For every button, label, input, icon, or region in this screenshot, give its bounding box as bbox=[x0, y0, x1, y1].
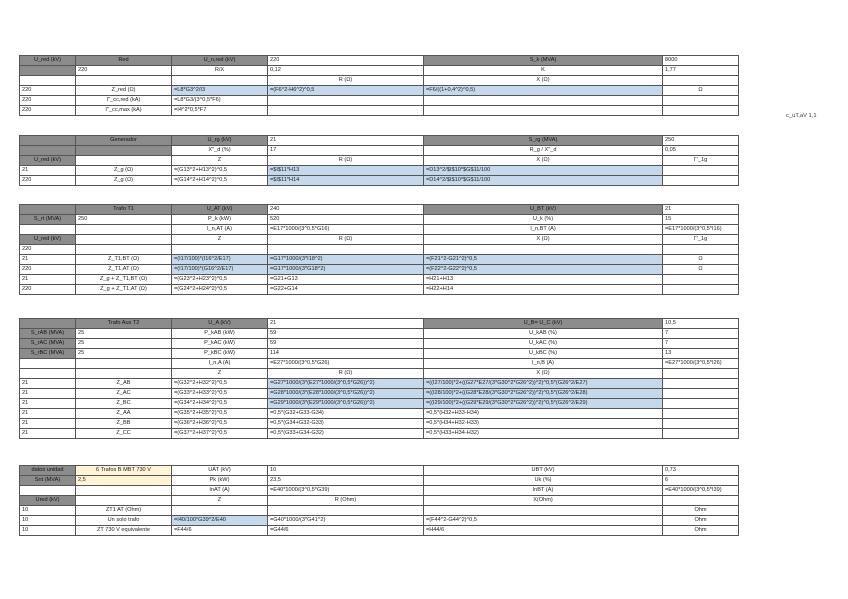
cell[interactable]: =G17*1000/(3*I18^2) bbox=[268, 255, 424, 265]
cell[interactable]: =(G24^2+H24^2)^0,5 bbox=[172, 285, 268, 295]
cell[interactable]: U_red (kV) bbox=[20, 56, 76, 66]
cell[interactable]: =(G13^2+H13^2)^0,5 bbox=[172, 166, 268, 176]
cell[interactable]: Z_CC bbox=[76, 429, 172, 439]
table-row bbox=[20, 349, 739, 359]
table-row bbox=[20, 205, 739, 215]
cell[interactable]: I_n,A (A) bbox=[172, 359, 268, 369]
cell[interactable] bbox=[663, 106, 739, 116]
cell[interactable]: 220 bbox=[20, 265, 76, 275]
cell[interactable]: Snt (MVA) bbox=[20, 476, 76, 486]
cell[interactable]: X"_d (%) bbox=[172, 146, 268, 156]
cell[interactable]: 10 bbox=[268, 466, 424, 476]
table-row bbox=[20, 156, 739, 166]
cell[interactable]: P_kAB (kW) bbox=[172, 329, 268, 339]
cell[interactable]: Ohm bbox=[663, 516, 739, 526]
cell[interactable]: UAT (kV) bbox=[172, 466, 268, 476]
cell[interactable]: 25 bbox=[76, 339, 172, 349]
cell[interactable]: I_n,AT (A) bbox=[172, 225, 268, 235]
cell[interactable]: Generador bbox=[76, 136, 172, 146]
cell[interactable]: 15 bbox=[663, 215, 739, 225]
cell[interactable]: =G27*1000/(3*(E27*1000/(3^0,5*G26))^2) bbox=[268, 379, 424, 389]
cell[interactable]: 10 bbox=[20, 516, 76, 526]
cell[interactable]: 250 bbox=[663, 136, 739, 146]
cell[interactable]: 21 bbox=[20, 379, 76, 389]
cell[interactable]: U_rg (kV) bbox=[172, 136, 268, 146]
cell[interactable]: =(F22^2-G22^2)^0,5 bbox=[424, 265, 663, 275]
cell[interactable]: =(G35^2+H35^2)^0,5 bbox=[172, 409, 268, 419]
section-trafos-mbt bbox=[19, 465, 739, 536]
cell[interactable]: =(I17/100)*(G16^2/E17) bbox=[172, 265, 268, 275]
cell[interactable] bbox=[663, 96, 739, 106]
table-row bbox=[20, 429, 739, 439]
cell[interactable]: S_rt (MVA) bbox=[20, 215, 76, 225]
cell[interactable] bbox=[76, 235, 172, 245]
cell[interactable]: R (Ω) bbox=[268, 156, 424, 166]
table-row bbox=[20, 466, 739, 476]
cell[interactable]: 0,12 bbox=[268, 66, 424, 76]
cell[interactable]: 220 bbox=[20, 106, 76, 116]
cell[interactable]: 21 bbox=[20, 419, 76, 429]
cell[interactable]: U_B= U_C (kV) bbox=[424, 319, 663, 329]
cell[interactable] bbox=[663, 176, 739, 186]
cell[interactable]: 6 bbox=[663, 476, 739, 486]
cell[interactable] bbox=[76, 496, 172, 506]
cell[interactable]: U_kBC (%) bbox=[424, 349, 663, 359]
cell[interactable]: U_n,red (kV) bbox=[172, 56, 268, 66]
section-red bbox=[19, 55, 739, 116]
cell[interactable]: =(G36^2+H36^2)^0,5 bbox=[172, 419, 268, 429]
cell[interactable]: Ohm bbox=[663, 506, 739, 516]
cell[interactable]: Z bbox=[172, 496, 268, 506]
cell[interactable]: =F44/6 bbox=[172, 526, 268, 536]
cell[interactable]: X(Ohm) bbox=[424, 496, 663, 506]
cell[interactable]: =$I$11*H13 bbox=[268, 166, 424, 176]
cell[interactable]: R (Ohm) bbox=[268, 496, 424, 506]
cell[interactable]: Ω bbox=[663, 255, 739, 265]
cell[interactable]: =0,5*(H33+H34-H32) bbox=[424, 429, 663, 439]
cell[interactable]: 13 bbox=[663, 349, 739, 359]
cell[interactable]: =G44/6 bbox=[268, 526, 424, 536]
cell[interactable] bbox=[663, 419, 739, 429]
cell[interactable]: Z_BC bbox=[76, 399, 172, 409]
cell[interactable]: UBT (kV) bbox=[424, 466, 663, 476]
cell[interactable]: 21 bbox=[20, 429, 76, 439]
cell[interactable]: R (Ω) bbox=[268, 235, 424, 245]
cell[interactable]: =I4^2*0,5*F7 bbox=[172, 106, 268, 116]
cell[interactable]: R/X bbox=[172, 66, 268, 76]
cell[interactable] bbox=[663, 409, 739, 419]
table-row bbox=[20, 265, 739, 275]
cell[interactable]: 240 bbox=[268, 205, 424, 215]
cell[interactable]: Trafo T1 bbox=[76, 205, 172, 215]
cell[interactable]: InBT (A) bbox=[424, 486, 663, 496]
cell[interactable] bbox=[76, 156, 172, 166]
table-row bbox=[20, 319, 739, 329]
cell[interactable]: Z bbox=[172, 235, 268, 245]
table-row bbox=[20, 339, 739, 349]
cell[interactable] bbox=[424, 506, 663, 516]
cell[interactable]: =L8*G3^2/I3 bbox=[172, 86, 268, 96]
cell[interactable]: InAT (A) bbox=[172, 486, 268, 496]
table-row bbox=[20, 245, 739, 255]
cell[interactable] bbox=[268, 506, 424, 516]
cell[interactable]: 23,5 bbox=[268, 476, 424, 486]
cell[interactable]: Ω bbox=[663, 265, 739, 275]
cell[interactable] bbox=[76, 225, 172, 235]
cell[interactable] bbox=[663, 496, 739, 506]
cell[interactable]: =0,5*(G32+G33-G34) bbox=[268, 409, 424, 419]
cell[interactable]: S_k (MVA) bbox=[424, 56, 663, 66]
table-row bbox=[20, 225, 739, 235]
cell[interactable]: U_kAC (%) bbox=[424, 339, 663, 349]
cell[interactable]: Ω bbox=[663, 86, 739, 96]
cell[interactable]: =(G32^2+H32^2)^0,5 bbox=[172, 379, 268, 389]
cell[interactable]: 10 bbox=[20, 506, 76, 516]
cell[interactable] bbox=[663, 389, 739, 399]
cell[interactable]: Z_BB bbox=[76, 419, 172, 429]
cell[interactable]: R_g / X"_d bbox=[424, 146, 663, 156]
table-row bbox=[20, 329, 739, 339]
table-row bbox=[20, 86, 739, 96]
cell[interactable]: Un solo trafo bbox=[76, 516, 172, 526]
cell[interactable]: 25 bbox=[76, 329, 172, 339]
table-row bbox=[20, 96, 739, 106]
cell[interactable]: Z_g + Z_T1,BT (Ω) bbox=[76, 275, 172, 285]
cell[interactable]: Γ'_1g bbox=[663, 235, 739, 245]
table-row bbox=[20, 176, 739, 186]
cell[interactable]: Ured (kV) bbox=[20, 496, 76, 506]
table-row bbox=[20, 136, 739, 146]
cell[interactable]: Z_T1,AT (Ω) bbox=[76, 265, 172, 275]
cell[interactable]: U_A (kV) bbox=[172, 319, 268, 329]
cell[interactable]: 59 bbox=[268, 339, 424, 349]
cell[interactable]: Uk (%) bbox=[424, 476, 663, 486]
cell[interactable]: =E27*1000/(3^0,5*I26) bbox=[663, 359, 739, 369]
cell[interactable]: =G22+G14 bbox=[268, 285, 424, 295]
table-row bbox=[20, 399, 739, 409]
table-row bbox=[20, 106, 739, 116]
cell[interactable]: 7 bbox=[663, 329, 739, 339]
cell[interactable]: U_red (kV) bbox=[20, 156, 76, 166]
cell[interactable]: 220 bbox=[20, 96, 76, 106]
cell[interactable] bbox=[20, 66, 76, 76]
cell[interactable]: =I40/100*G39^2/E40 bbox=[172, 516, 268, 526]
cell[interactable]: Z_g + Z_T1,AT (Ω) bbox=[76, 285, 172, 295]
table-row bbox=[20, 526, 739, 536]
cell[interactable]: =L8*G3/(3^0,5*F6) bbox=[172, 96, 268, 106]
cell[interactable]: 21 bbox=[20, 166, 76, 176]
cell[interactable]: 21 bbox=[663, 205, 739, 215]
cell[interactable]: X (Ω) bbox=[424, 76, 663, 86]
cell[interactable]: 21 bbox=[268, 319, 424, 329]
cell[interactable]: S_rAB (MVA) bbox=[20, 329, 76, 339]
cell[interactable] bbox=[76, 245, 172, 255]
cell[interactable]: =H44/6 bbox=[424, 526, 663, 536]
cell[interactable]: =0,5*(G33+G34-G32) bbox=[268, 429, 424, 439]
cell[interactable]: =((I27/100)*2+((G27*E27/(3*G30^2*G26^2))^2)^0,5*(G26^2/E27) bbox=[424, 379, 663, 389]
table-row bbox=[20, 235, 739, 245]
section-generador bbox=[19, 135, 739, 186]
cell[interactable]: I_n,BT (A) bbox=[424, 225, 663, 235]
table-row bbox=[20, 275, 739, 285]
cell[interactable]: Z_g (Ω) bbox=[76, 166, 172, 176]
cell[interactable]: 8000 bbox=[663, 56, 739, 66]
cell[interactable]: 25 bbox=[76, 349, 172, 359]
cell[interactable]: S_rBC (MVA) bbox=[20, 349, 76, 359]
cell[interactable]: S_rg (MVA) bbox=[424, 136, 663, 146]
cell[interactable]: =(F21^2-G21^2)^0,5 bbox=[424, 255, 663, 265]
cell[interactable] bbox=[663, 285, 739, 295]
cell[interactable] bbox=[663, 166, 739, 176]
cell[interactable] bbox=[424, 106, 663, 116]
cell[interactable]: ZT1 AT (Ohm) bbox=[76, 506, 172, 516]
cell[interactable] bbox=[172, 506, 268, 516]
cell[interactable]: I"_cc,red (kA) bbox=[76, 96, 172, 106]
table-row bbox=[20, 506, 739, 516]
cell[interactable]: 0,73 bbox=[663, 466, 739, 476]
table-row bbox=[20, 516, 739, 526]
cell[interactable]: =H21+H13 bbox=[424, 275, 663, 285]
cell[interactable]: =F6/((1+0,4^2)^0,5) bbox=[424, 86, 663, 96]
cell[interactable]: =(G34^2+H34^2)^0,5 bbox=[172, 399, 268, 409]
cell[interactable]: =0,5*(H32+H33-H34) bbox=[424, 409, 663, 419]
cell[interactable]: Trafo Aux T2 bbox=[76, 319, 172, 329]
cell[interactable]: 21 bbox=[20, 275, 76, 285]
cell[interactable]: U_k (%) bbox=[424, 215, 663, 225]
cell[interactable]: =E27*1000/(3^0,5*G26) bbox=[268, 359, 424, 369]
cell[interactable]: 220 bbox=[20, 245, 76, 255]
cell[interactable]: 21 bbox=[20, 409, 76, 419]
cell[interactable]: =(F44^2-G44^2)^0,5 bbox=[424, 516, 663, 526]
cell[interactable] bbox=[172, 76, 268, 86]
cell[interactable]: S_rAC (MVA) bbox=[20, 339, 76, 349]
cell[interactable] bbox=[20, 225, 76, 235]
cell[interactable]: 21 bbox=[20, 255, 76, 265]
cell[interactable]: =E40*1000/(3^0,5*G39) bbox=[268, 486, 424, 496]
cell[interactable]: 220 bbox=[20, 86, 76, 96]
cell[interactable] bbox=[663, 245, 739, 255]
cell[interactable]: 1,77 bbox=[663, 66, 739, 76]
cell[interactable]: 21 bbox=[20, 389, 76, 399]
cell[interactable] bbox=[268, 245, 424, 255]
cell[interactable] bbox=[172, 245, 268, 255]
cell[interactable]: P_kBC (kW) bbox=[172, 349, 268, 359]
cell[interactable]: X (Ω) bbox=[424, 156, 663, 166]
cell[interactable] bbox=[20, 205, 76, 215]
cell[interactable] bbox=[20, 359, 76, 369]
table-row bbox=[20, 359, 739, 369]
cell[interactable]: =(I17/100)*(I16^2/E17) bbox=[172, 255, 268, 265]
cell[interactable] bbox=[424, 245, 663, 255]
cell[interactable] bbox=[424, 96, 663, 106]
cell[interactable]: 220 bbox=[20, 176, 76, 186]
side-note: c_uT,aV 1,1 bbox=[786, 113, 817, 119]
cell[interactable]: =((I29/100)*2+((G29*E29/(3*G30^2*G26^2))^2)^0,5*(G26^2/E29) bbox=[424, 399, 663, 409]
cell[interactable]: 220 bbox=[268, 56, 424, 66]
table-row bbox=[20, 496, 739, 506]
cell[interactable] bbox=[268, 96, 424, 106]
table-row bbox=[20, 389, 739, 399]
cell[interactable]: Z_AC bbox=[76, 389, 172, 399]
table-row bbox=[20, 56, 739, 66]
cell[interactable]: K bbox=[424, 66, 663, 76]
table-row bbox=[20, 285, 739, 295]
table-row bbox=[20, 409, 739, 419]
cell[interactable]: 17 bbox=[268, 146, 424, 156]
cell[interactable] bbox=[76, 359, 172, 369]
cell[interactable]: 114 bbox=[268, 349, 424, 359]
cell[interactable] bbox=[663, 399, 739, 409]
cell[interactable]: =H22+H14 bbox=[424, 285, 663, 295]
table-row bbox=[20, 66, 739, 76]
cell[interactable]: I_n,B (A) bbox=[424, 359, 663, 369]
cell[interactable]: =0,5*(H34+H32-H33) bbox=[424, 419, 663, 429]
cell[interactable]: =(G14^2+H14^2)^0,5 bbox=[172, 176, 268, 186]
cell[interactable]: Z_g (Ω) bbox=[76, 176, 172, 186]
cell[interactable]: X (Ω) bbox=[424, 369, 663, 379]
cell[interactable]: X (Ω) bbox=[424, 235, 663, 245]
cell[interactable] bbox=[76, 76, 172, 86]
cell[interactable]: 220 bbox=[20, 285, 76, 295]
cell[interactable]: U_kAB (%) bbox=[424, 329, 663, 339]
cell[interactable]: =G40*1000/(3*G41^2) bbox=[268, 516, 424, 526]
table-row bbox=[20, 379, 739, 389]
cell[interactable]: Ohm bbox=[663, 526, 739, 536]
cell[interactable]: =$I$11*H14 bbox=[268, 176, 424, 186]
cell[interactable] bbox=[663, 429, 739, 439]
cell[interactable]: =G17*1000/(3*G18^2) bbox=[268, 265, 424, 275]
cell[interactable]: Z bbox=[172, 156, 268, 166]
cell[interactable] bbox=[76, 486, 172, 496]
cell[interactable]: 2,5 bbox=[76, 476, 172, 486]
cell[interactable]: datos unidad bbox=[20, 466, 76, 476]
cell[interactable]: U_BT (kV) bbox=[424, 205, 663, 215]
cell[interactable]: ZT 730 V equivalente bbox=[76, 526, 172, 536]
cell[interactable] bbox=[663, 369, 739, 379]
cell[interactable]: Z_red (Ω) bbox=[76, 86, 172, 96]
cell[interactable] bbox=[663, 379, 739, 389]
cell[interactable]: 250 bbox=[76, 215, 172, 225]
section-trafo-t1 bbox=[19, 204, 739, 295]
cell[interactable]: =G29*1000/(3*(E29*1000/(3^0,5*G26))^2) bbox=[268, 399, 424, 409]
cell[interactable]: =D13^2/$I$10*$G$11/100 bbox=[424, 166, 663, 176]
cell[interactable]: =D14^2/$I$10*$G$11/100 bbox=[424, 176, 663, 186]
cell[interactable] bbox=[20, 486, 76, 496]
table-row bbox=[20, 419, 739, 429]
cell[interactable] bbox=[20, 146, 76, 156]
cell[interactable]: Red bbox=[76, 56, 172, 66]
table-row bbox=[20, 476, 739, 486]
section-trafo-aux-t2 bbox=[19, 318, 739, 439]
cell[interactable]: =E17*1000/(3^0,5*I16) bbox=[663, 225, 739, 235]
cell[interactable]: =E40*1000/(3^0,5*I39) bbox=[663, 486, 739, 496]
cell[interactable]: =((I28/100)*2+((G28*E28/(3*G30^2*G26^2))^2)^0,5*(G26^2/E28) bbox=[424, 389, 663, 399]
cell[interactable]: Pk (kW) bbox=[172, 476, 268, 486]
table-row bbox=[20, 166, 739, 176]
table-row bbox=[20, 255, 739, 265]
cell[interactable]: 7 bbox=[663, 339, 739, 349]
table-row bbox=[20, 369, 739, 379]
cell[interactable]: Z_AB bbox=[76, 379, 172, 389]
cell[interactable] bbox=[20, 319, 76, 329]
cell[interactable]: R (Ω) bbox=[268, 76, 424, 86]
cell[interactable] bbox=[20, 76, 76, 86]
cell[interactable]: P_k (kW) bbox=[172, 215, 268, 225]
cell[interactable] bbox=[20, 136, 76, 146]
cell[interactable]: Γ'_1g bbox=[663, 156, 739, 166]
cell[interactable] bbox=[663, 76, 739, 86]
cell[interactable]: 59 bbox=[268, 329, 424, 339]
cell[interactable]: 21 bbox=[268, 136, 424, 146]
cell[interactable]: Z bbox=[172, 369, 268, 379]
cell[interactable]: =G28*1000/(3*(E28*1000/(3^0,5*G26))^2) bbox=[268, 389, 424, 399]
cell[interactable]: 10,5 bbox=[663, 319, 739, 329]
cell[interactable]: R (Ω) bbox=[268, 369, 424, 379]
cell[interactable]: Z_AA bbox=[76, 409, 172, 419]
cell[interactable] bbox=[663, 275, 739, 285]
table-row bbox=[20, 215, 739, 225]
cell[interactable]: 220 bbox=[76, 66, 172, 76]
cell[interactable]: U_red (kV) bbox=[20, 235, 76, 245]
cell[interactable] bbox=[76, 369, 172, 379]
table-row bbox=[20, 76, 739, 86]
cell[interactable]: Z_T1,BT (Ω) bbox=[76, 255, 172, 265]
table-row bbox=[20, 146, 739, 156]
cell[interactable]: =E17*1000/(3^0,5*G16) bbox=[268, 225, 424, 235]
cell[interactable]: =(F6^2-H6^2)^0,5 bbox=[268, 86, 424, 96]
cell[interactable]: 0,05 bbox=[663, 146, 739, 156]
cell[interactable]: =0,5*(G34+G32-G33) bbox=[268, 419, 424, 429]
cell[interactable]: 21 bbox=[20, 399, 76, 409]
cell[interactable]: P_kAC (kW) bbox=[172, 339, 268, 349]
cell[interactable]: =(G37^2+H37^2)^0,5 bbox=[172, 429, 268, 439]
table-row bbox=[20, 486, 739, 496]
cell[interactable]: =(G23^2+H23^2)^0,5 bbox=[172, 275, 268, 285]
cell[interactable]: 520 bbox=[268, 215, 424, 225]
cell[interactable]: U_AT (kV) bbox=[172, 205, 268, 215]
cell[interactable]: I"_cc,max (kA) bbox=[76, 106, 172, 116]
cell[interactable]: 6 Trafos B MBT 730 V bbox=[76, 466, 172, 476]
cell[interactable]: 10 bbox=[20, 526, 76, 536]
cell[interactable] bbox=[20, 369, 76, 379]
cell[interactable] bbox=[268, 106, 424, 116]
cell[interactable] bbox=[76, 146, 172, 156]
cell[interactable]: =(G33^2+H33^2)^0,5 bbox=[172, 389, 268, 399]
cell[interactable]: =G21+G13 bbox=[268, 275, 424, 285]
